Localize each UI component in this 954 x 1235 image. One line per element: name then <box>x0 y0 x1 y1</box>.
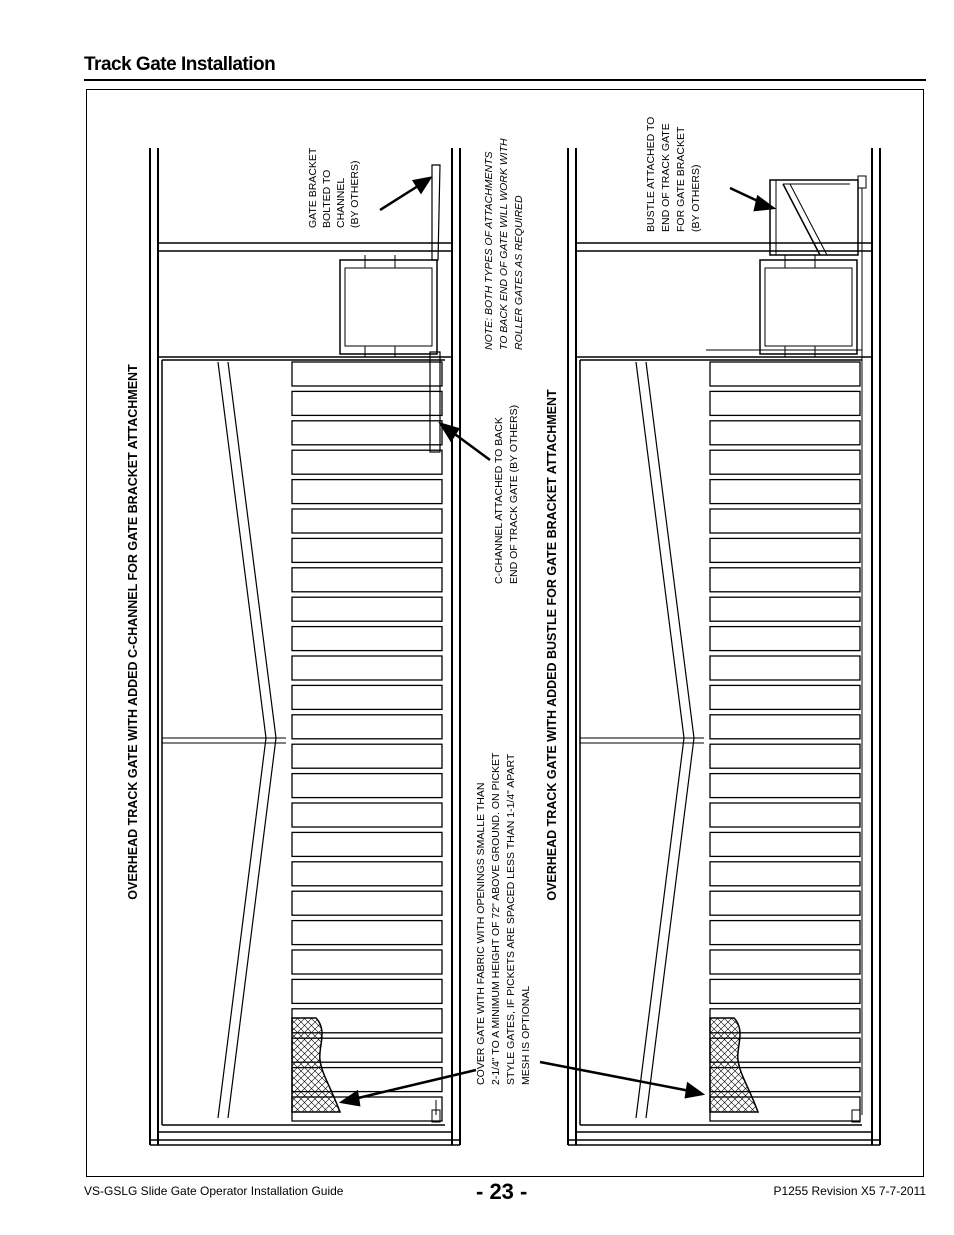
gate-slat <box>710 421 860 445</box>
attachment-note <box>483 138 525 350</box>
gate-bracket-label-line: (BY OTHERS) <box>349 160 361 228</box>
gate-slat <box>292 509 442 533</box>
gate-slat <box>292 627 442 651</box>
gate-slat <box>292 715 442 739</box>
gate-slat <box>292 744 442 768</box>
bustle-label-line: BUSTLE ATTACHED TO <box>645 116 657 232</box>
gate-slat <box>710 803 860 827</box>
gate-slat <box>710 627 860 651</box>
gate-slat <box>710 480 860 504</box>
fabric-cover-label <box>475 752 532 1085</box>
gate-slat <box>292 979 442 1003</box>
gate-slat <box>710 921 860 945</box>
gate-slat <box>292 685 442 709</box>
gate-bracket-label-line: GATE BRACKET <box>307 147 319 228</box>
right-mesh-area <box>710 1018 758 1112</box>
fabric-label-line: MESH IS OPTIONAL <box>520 985 532 1085</box>
gate-slat <box>292 538 442 562</box>
right-gate-drawing <box>568 148 880 1145</box>
bustle-label-line: FOR GATE BRACKET <box>675 126 687 232</box>
left-diagram-heading: OVERHEAD TRACK GATE WITH ADDED C-CHANNEL FOR GATE BRACKET ATTACHMENT <box>126 364 140 900</box>
gate-slat <box>292 862 442 886</box>
gate-slat <box>292 568 442 592</box>
gate-slat <box>292 450 442 474</box>
gate-slat <box>710 568 860 592</box>
gate-slat <box>710 715 860 739</box>
attachment-note-line: TO BACK END OF GATE WILL WORK WITH <box>498 138 510 350</box>
gate-bracket-label-line: CHANNEL <box>335 177 347 228</box>
left-gate-drawing <box>150 148 460 1145</box>
fabric-label-line: COVER GATE WITH FABRIC WITH OPENINGS SMALLE THAN <box>475 782 487 1085</box>
c-channel-label-line: END OF TRACK GATE (BY OTHERS) <box>508 404 520 584</box>
footer-guide-name: VS-GSLG Slide Gate Operator Installation Guide <box>84 1184 344 1198</box>
bustle-label-line: END OF TRACK GATE <box>660 123 672 232</box>
gate-slat <box>710 538 860 562</box>
gate-slat <box>292 480 442 504</box>
gate-slat <box>710 450 860 474</box>
gate-slat <box>292 950 442 974</box>
left-gate-slats <box>292 362 442 1121</box>
gate-slat <box>710 685 860 709</box>
gate-slat <box>292 774 442 798</box>
gate-slat <box>710 979 860 1003</box>
c-channel-label-line: C-CHANNEL ATTACHED TO BACK <box>493 417 505 584</box>
gate-slat <box>292 832 442 856</box>
page-number: - 23 - <box>476 1179 528 1204</box>
gate-slat <box>710 832 860 856</box>
gate-slat <box>292 421 442 445</box>
gate-slat <box>292 891 442 915</box>
gate-slat <box>292 656 442 680</box>
right-gate-slats <box>710 362 860 1121</box>
gate-slat <box>710 862 860 886</box>
attachment-note-line: ROLLER GATES AS REQUIRED <box>513 195 525 350</box>
gate-slat <box>710 744 860 768</box>
gate-slat <box>710 656 860 680</box>
fabric-label-line: STYLE GATES, IF PICKETS ARE SPACED LESS THAN 1-1/4" APART <box>505 753 517 1085</box>
gate-slat <box>710 509 860 533</box>
bustle-label <box>645 117 702 232</box>
footer-revision: P1255 Revision X5 7-7-2011 <box>773 1184 926 1198</box>
gate-slat <box>292 803 442 827</box>
gate-slat <box>292 362 442 386</box>
gate-slat <box>710 774 860 798</box>
gate-slat <box>710 950 860 974</box>
right-diagram-heading: OVERHEAD TRACK GATE WITH ADDED BUSTLE FOR GATE BRACKET ATTACHMENT <box>545 389 559 901</box>
gate-slat <box>710 597 860 621</box>
c-channel-label <box>493 405 520 584</box>
attachment-note-line: NOTE: BOTH TYPES OF ATTACHMENTS <box>483 151 495 350</box>
gate-slat <box>710 891 860 915</box>
gate-slat <box>710 362 860 386</box>
gate-slat <box>292 921 442 945</box>
gate-bracket-label <box>307 147 361 228</box>
bustle-label-line: (BY OTHERS) <box>690 164 702 232</box>
gate-slat <box>710 391 860 415</box>
gate-slat <box>292 597 442 621</box>
page-title: Track Gate Installation <box>84 54 276 75</box>
gate-bracket-label-line: BOLTED TO <box>321 169 333 228</box>
left-mesh-area <box>292 1018 340 1112</box>
fabric-label-line: 2-1/4" TO A MINIMUM HEIGHT OF 72" ABOVE GROUND. ON PICKET <box>490 752 502 1085</box>
gate-slat <box>292 391 442 415</box>
